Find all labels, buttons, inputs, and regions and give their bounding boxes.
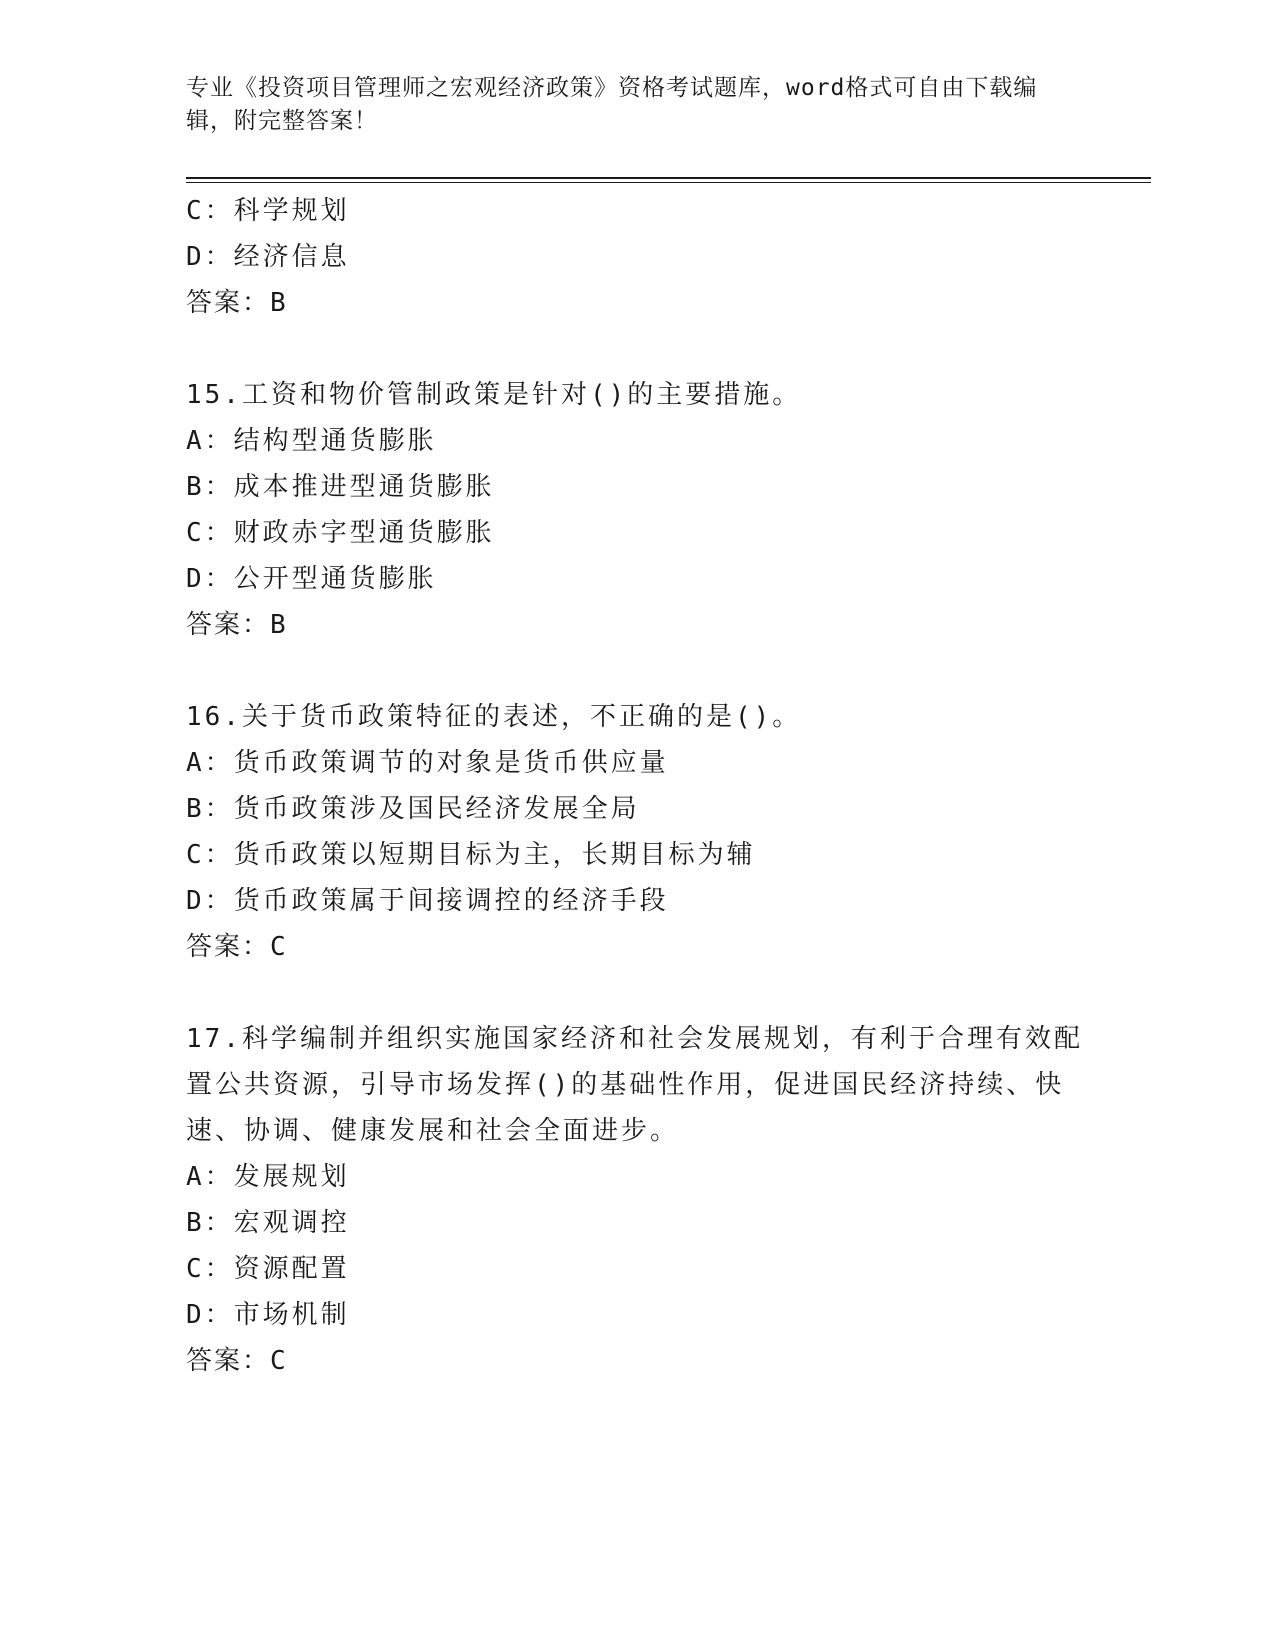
header-line-2: 辑，附完整答案！	[186, 108, 378, 134]
header-rule-thick	[186, 177, 1151, 179]
option-c: C：科学规划	[186, 196, 350, 226]
option-b: B：成本推进型通货膨胀	[186, 472, 495, 502]
spacer	[186, 326, 1086, 372]
option-d: D：货币政策属于间接调控的经济手段	[186, 886, 669, 916]
question-list	[186, 188, 1086, 1384]
question-block-17	[186, 1016, 1086, 1384]
option-a: A：货币政策调节的对象是货币供应量	[186, 748, 669, 778]
question-block-15	[186, 372, 1086, 648]
option-a: A：结构型通货膨胀	[186, 426, 437, 456]
spacer	[186, 648, 1086, 694]
question-text-line-2: 置公共资源，引导市场发挥()的基础性作用，促进国民经济持续、快	[186, 1070, 1065, 1100]
option-d: D：公开型通货膨胀	[186, 564, 437, 594]
option-c: C：财政赤字型通货膨胀	[186, 518, 495, 548]
answer-line: 答案：C	[186, 932, 288, 962]
option-d: D：市场机制	[186, 1300, 350, 1330]
document-header	[186, 72, 1086, 138]
header-rule-thin	[186, 182, 1151, 183]
question-text: 16.关于货币政策特征的表述，不正确的是()。	[186, 702, 802, 732]
answer-line: 答案：B	[186, 610, 288, 640]
option-d: D：经济信息	[186, 242, 350, 272]
question-block-16	[186, 694, 1086, 970]
option-c: C：货币政策以短期目标为主，长期目标为辅	[186, 840, 756, 870]
answer-line: 答案：C	[186, 1346, 288, 1376]
option-c: C：资源配置	[186, 1254, 350, 1284]
header-line-1: 专业《投资项目管理师之宏观经济政策》资格考试题库，word格式可自由下载编	[186, 75, 1038, 101]
spacer	[186, 970, 1086, 1016]
option-b: B：宏观调控	[186, 1208, 350, 1238]
option-a: A：发展规划	[186, 1162, 350, 1192]
question-text-line-3: 速、协调、健康发展和社会全面进步。	[186, 1116, 680, 1146]
question-block-14	[186, 188, 1086, 326]
question-text: 15.工资和物价管制政策是针对()的主要措施。	[186, 380, 802, 410]
question-text-line-1: 17.科学编制并组织实施国家经济和社会发展规划，有利于合理有效配	[186, 1024, 1083, 1054]
answer-line: 答案：B	[186, 288, 288, 318]
option-b: B：货币政策涉及国民经济发展全局	[186, 794, 640, 824]
